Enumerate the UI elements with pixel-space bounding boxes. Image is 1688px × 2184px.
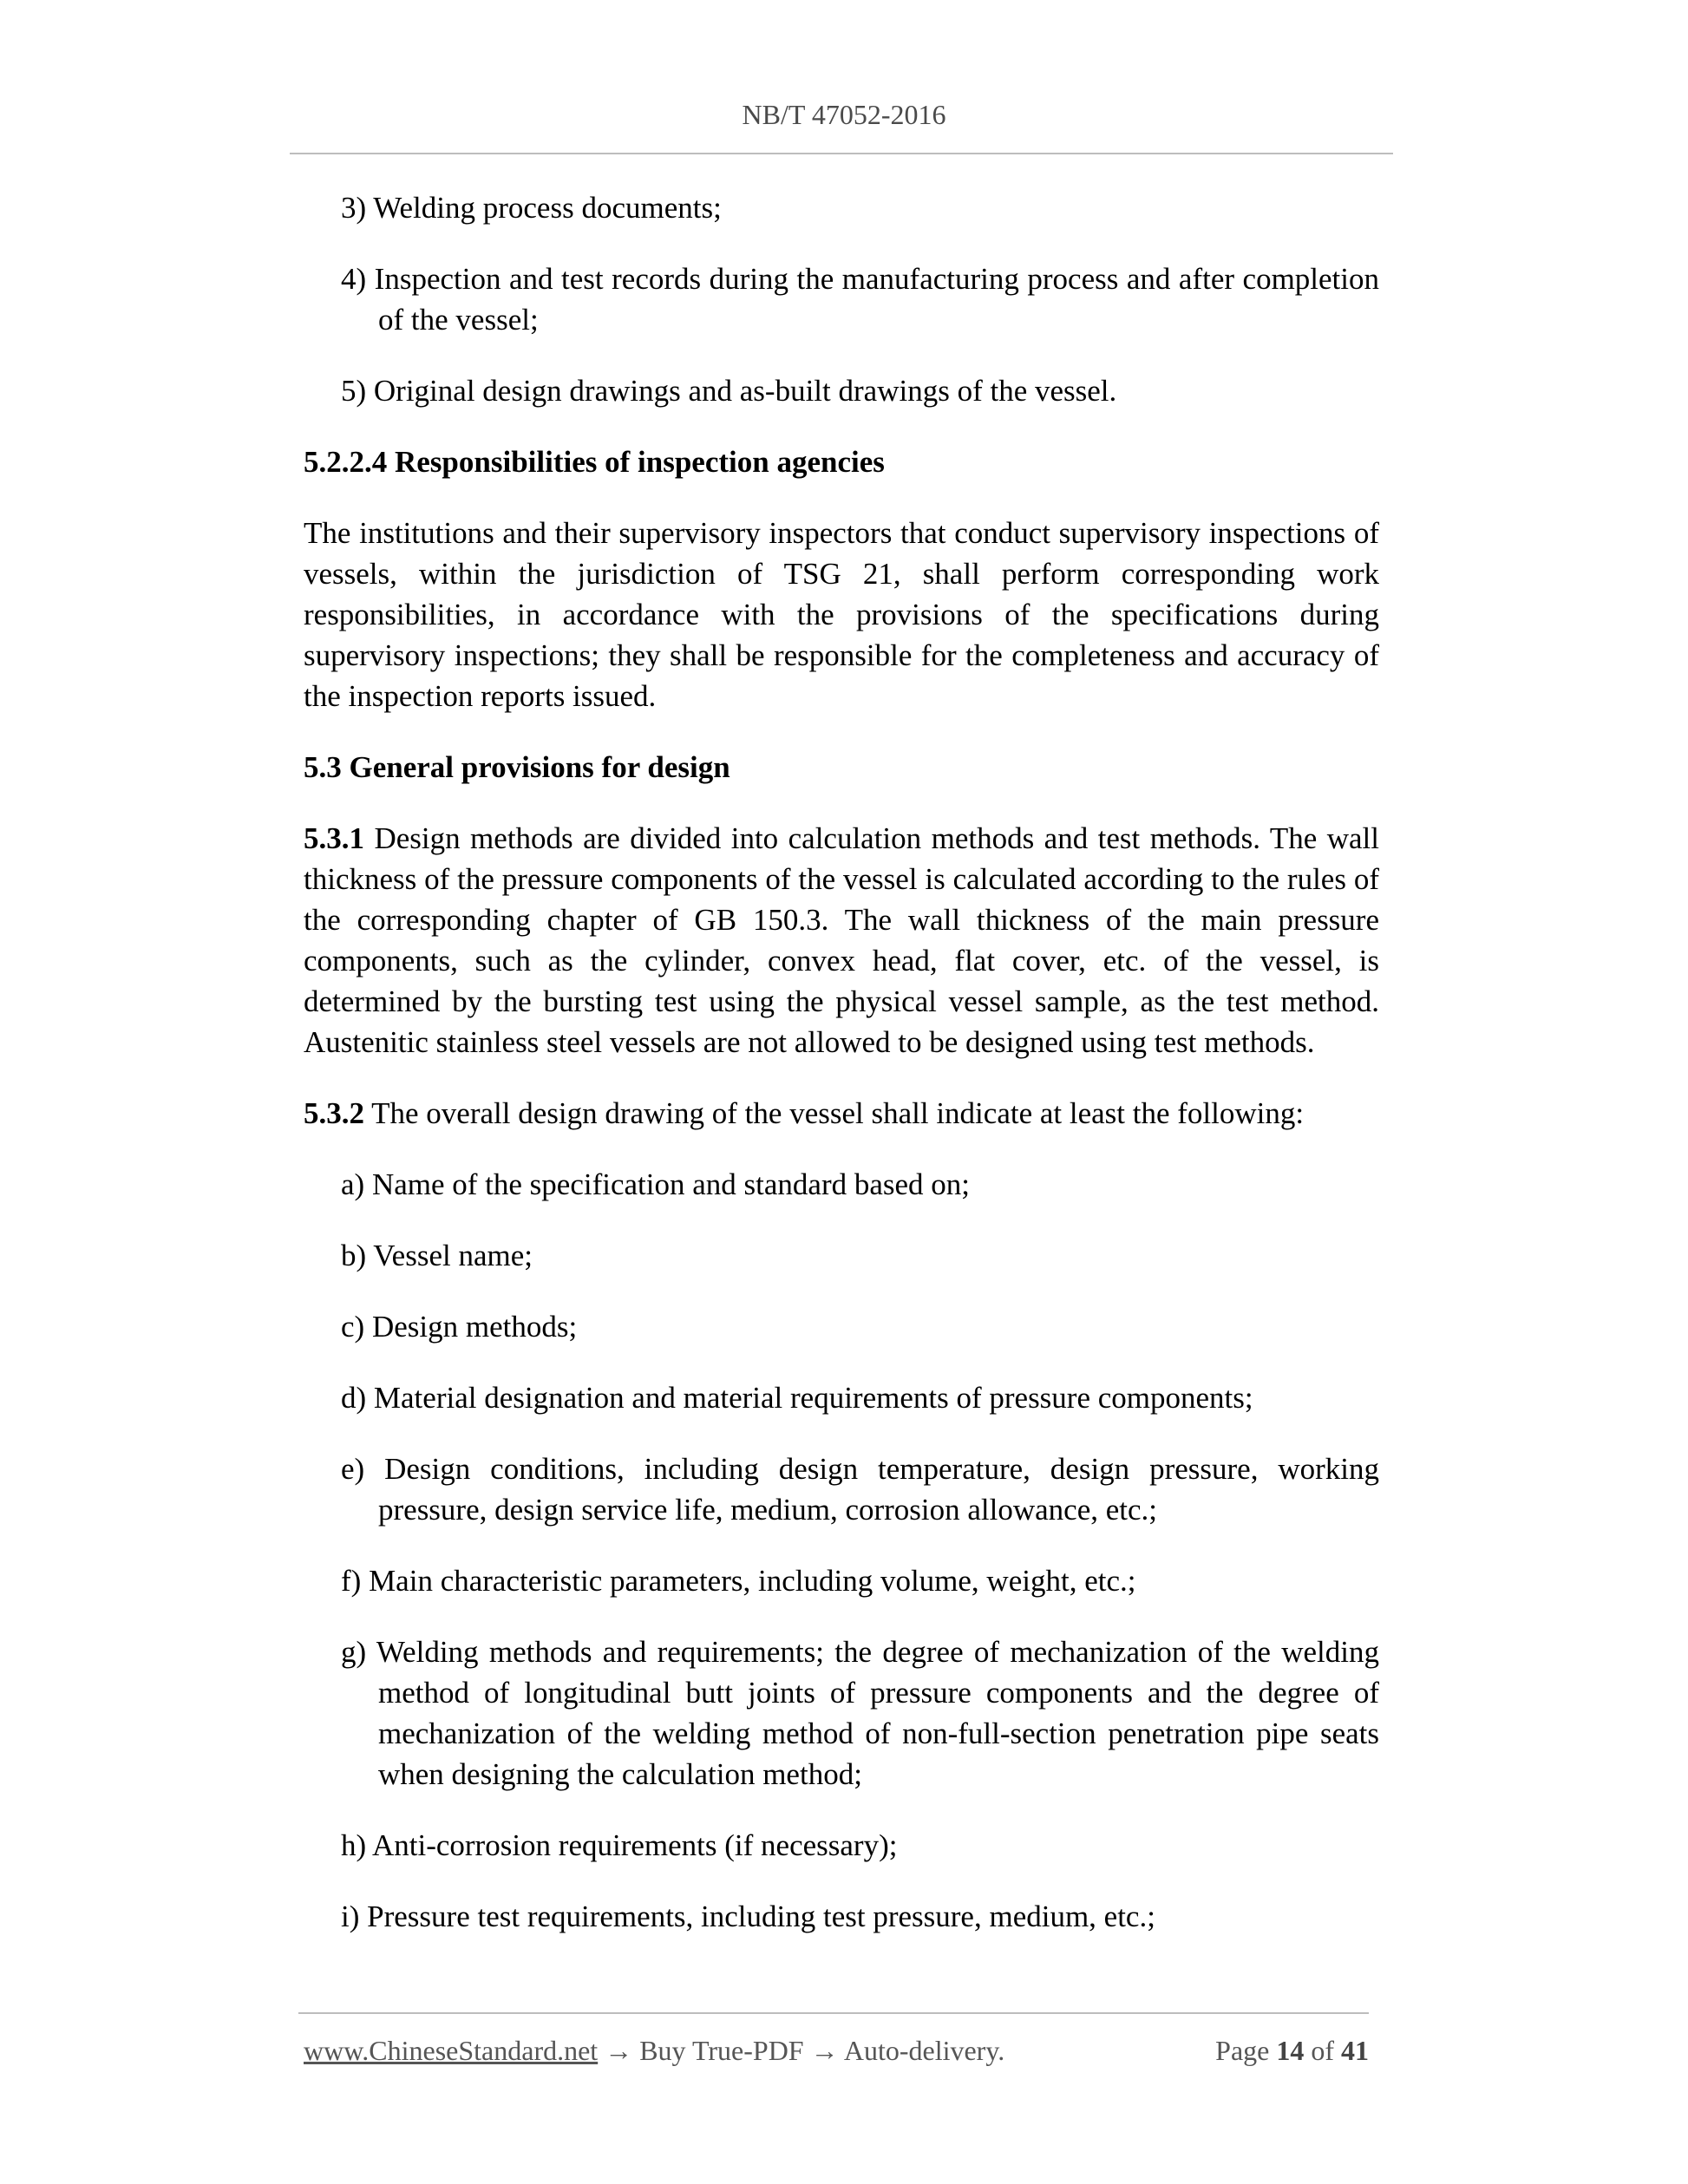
clause-5-3-1 <box>304 818 1379 1063</box>
footer-divider <box>298 2012 1369 2014</box>
list-item-letter: a) <box>341 1167 365 1201</box>
page-header-title: NB/T 47052-2016 <box>742 99 946 130</box>
of-label: of <box>1311 2035 1334 2066</box>
section-paragraph-5-2-2-4: The institutions and their supervisory inspectors that conduct supervisory inspections of vessels, within the jurisdiction of TSG 21, shall perform corresponding work responsibilities, in accordance with the provisions of the specifications during supervisory inspections; they shall be responsible for the completeness and accuracy of the inspection reports issued. <box>304 516 1379 713</box>
list-item-letter: h) <box>341 1828 367 1862</box>
page-content <box>304 187 1379 1967</box>
chinesestandard-link[interactable]: www.ChineseStandard.net <box>304 2035 599 2066</box>
list-item-letter: e) <box>341 1452 365 1486</box>
list-item-letter: c) <box>341 1310 365 1344</box>
list-item-text: Welding process documents; <box>373 191 722 225</box>
header-divider <box>290 153 1393 154</box>
page-label: Page <box>1215 2035 1270 2066</box>
list-item-letter: g) <box>341 1635 367 1669</box>
list-item <box>304 1560 1379 1601</box>
list-item-number: 4) <box>341 262 367 296</box>
clause-text: Design methods are divided into calculation methods and test methods. The wall thickness of the pressure components of the vessel is calculated according to the rules of the corresponding chapter of GB 150.3. The wall thickness of the main pressure components, such as the cylinder, convex head, flat cover, etc. of the vessel, is determined by the bursting test using the physical vessel sample, as the test method. Austenitic stainless steel vessels are not allowed to be designed using test methods. <box>304 821 1379 1059</box>
list-item <box>304 1164 1379 1205</box>
page-indicator <box>1215 2033 1369 2068</box>
clause-number: 5.3.2 <box>304 1096 364 1130</box>
list-item-text: Design conditions, including design temperature, design pressure, working pressure, design service life, medium, corrosion allowance, etc.; <box>378 1452 1379 1527</box>
page-footer <box>304 2033 1369 2068</box>
list-item <box>304 370 1379 411</box>
list-item-letter: b) <box>341 1239 367 1272</box>
list-item-text: Welding methods and requirements; the degree of mechanization of the welding method of longitudinal butt joints of pressure components and the degree of mechanization of the welding method of non-full-section penetration pipe seats when designing the calculation method; <box>376 1635 1379 1791</box>
list-item <box>304 1448 1379 1530</box>
footer-buy-text: Buy True-PDF <box>639 2035 804 2066</box>
footer-delivery-text: Auto-delivery. <box>843 2035 1005 2066</box>
list-item-text: Design methods; <box>371 1310 578 1344</box>
list-item-number: 5) <box>341 374 367 408</box>
list-item <box>304 1896 1379 1937</box>
list-item <box>304 1235 1379 1276</box>
list-item-text: Pressure test requirements, including test pressure, medium, etc.; <box>367 1900 1155 1933</box>
page-total: 41 <box>1341 2035 1369 2066</box>
footer-left <box>304 2033 1004 2068</box>
arrow-right-icon: → <box>810 2035 839 2066</box>
list-item-text: Material designation and material requirements of pressure components; <box>373 1381 1253 1415</box>
section-heading-5-2-2-4: 5.2.2.4 Responsibilities of inspection agencies <box>304 445 885 479</box>
clause-number: 5.3.1 <box>304 821 364 855</box>
list-item-text: Main characteristic parameters, including volume, weight, etc.; <box>369 1564 1136 1598</box>
list-item-text: Vessel name; <box>373 1239 533 1272</box>
list-item-text: Anti-corrosion requirements (if necessary); <box>371 1828 898 1862</box>
list-item <box>304 1306 1379 1347</box>
list-item <box>304 1631 1379 1795</box>
list-item <box>304 258 1379 340</box>
list-item-text: Name of the specification and standard based on; <box>371 1167 971 1201</box>
list-item-number: 3) <box>341 191 367 225</box>
list-item <box>304 187 1379 228</box>
clause-text: The overall design drawing of the vessel shall indicate at least the following: <box>371 1096 1305 1130</box>
page-current: 14 <box>1276 2035 1305 2066</box>
section-heading-5-3: 5.3 General provisions for design <box>304 750 730 784</box>
arrow-right-icon: → <box>605 2035 633 2066</box>
list-item-letter: i) <box>341 1900 360 1933</box>
clause-5-3-2 <box>304 1093 1379 1134</box>
list-item-text: Original design drawings and as-built drawings of the vessel. <box>373 374 1117 408</box>
list-item-letter: f) <box>341 1564 362 1598</box>
list-item <box>304 1377 1379 1418</box>
list-item-letter: d) <box>341 1381 367 1415</box>
list-item <box>304 1825 1379 1866</box>
list-item-text: Inspection and test records during the manufacturing process and after completion of the vessel; <box>374 262 1379 337</box>
